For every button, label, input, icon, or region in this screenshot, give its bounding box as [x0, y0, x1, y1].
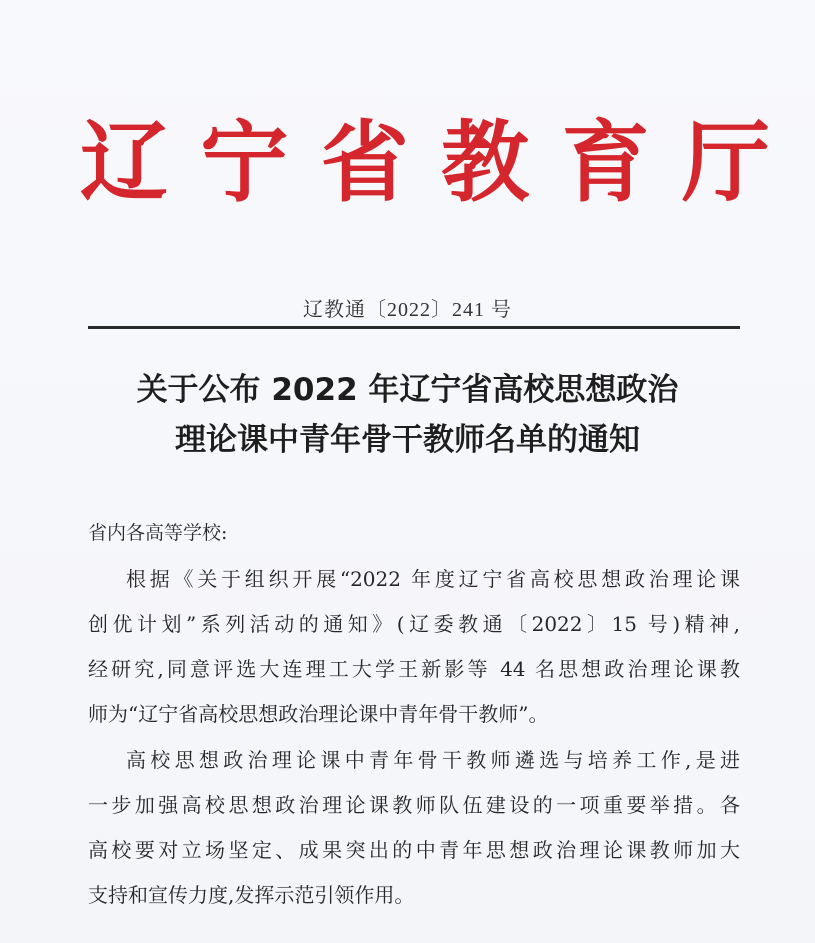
letterhead-char: 辽: [80, 110, 169, 214]
text-line: 支持和宣传力度,发挥示范引领作用。: [88, 883, 415, 907]
paragraph-2-line: [88, 840, 740, 860]
paragraph-2-line: [88, 885, 508, 905]
letterhead-char: 厅: [681, 110, 770, 214]
letterhead-char: 省: [320, 110, 409, 214]
letterhead-char: 教: [441, 110, 530, 214]
text-line: 一步加强高校思想政治理论课教师队伍建设的一项重要举措。各: [88, 793, 740, 817]
letterhead-char: 育: [561, 110, 650, 214]
paragraph-1-line: [88, 614, 740, 634]
paragraph-1-line: [88, 659, 740, 679]
text-line: 高校要对立场坚定、成果突出的中青年思想政治理论课教师加大: [88, 838, 740, 862]
paragraph-2-line: [88, 795, 740, 815]
notice-title-line-2: 理论课中青年骨干教师名单的通知: [175, 422, 640, 458]
notice-title-line-1: 关于公布 2022 年辽宁省高校思想政治: [136, 372, 679, 408]
salutation: 省内各高等学校:: [88, 522, 228, 544]
text-line: 根据《关于组织开展“2022 年度辽宁省高校思想政治理论课: [126, 567, 740, 591]
text-line: 创优计划”系列活动的通知》(辽委教通〔2022〕15 号)精神,: [88, 612, 740, 636]
paragraph-1-line: [88, 704, 648, 724]
text-line: 经研究,同意评选大连理工大学王新影等 44 名思想政治理论课教: [88, 657, 740, 681]
letterhead-title: [80, 110, 770, 214]
letterhead-char: 宁: [200, 110, 289, 214]
divider-line: [88, 326, 740, 329]
text-line: 师为“辽宁省高校思想政治理论课中青年骨干教师”。: [88, 702, 549, 726]
paragraph-2-line: [126, 750, 740, 770]
text-line: 高校思想政治理论课中青年骨干教师遴选与培养工作,是进: [126, 748, 740, 772]
document-number: 辽教通〔2022〕241 号: [303, 299, 512, 321]
paragraph-1-line: [126, 569, 740, 589]
